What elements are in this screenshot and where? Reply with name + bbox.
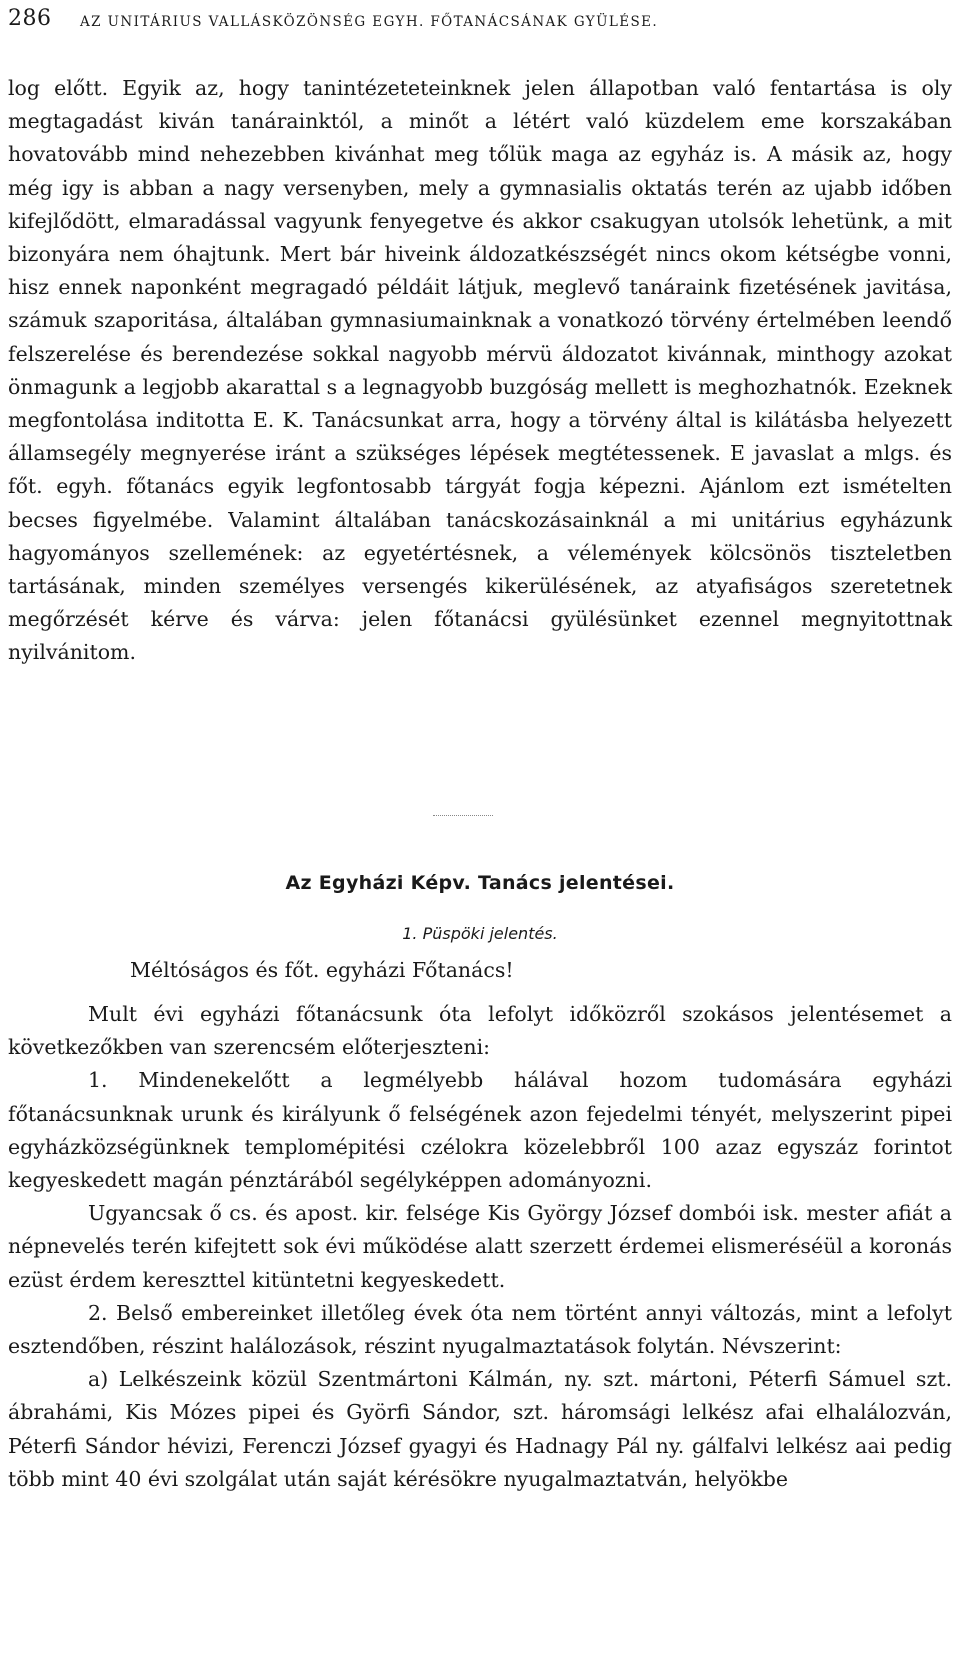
paragraph: 1. Mindenekelőtt a legmélyebb hálával hozom tudomására egyházi főtanácsunknak urunk és királyunk ő felségének azon fejedelmi tényét, melyszerint pipei egyházközségünknek templomépitési czélokra közelebbről 100 azaz egyszáz forintot kegyeskedett magán pénztárából segélyképpen adományozni. [8,1068,952,1193]
report-text [8,998,952,1496]
section-subheading: 1. Püspöki jelentés. [402,924,558,943]
running-title: AZ UNITÁRIUS VALLÁSKÖZÖNSÉG EGYH. FŐTANÁCSÁNAK GYÜLÉSE. [80,14,659,30]
document-page [8,0,952,1655]
paragraph: Ugyancsak ő cs. és apost. kir. felsége Kis György József dombói isk. mester afiát a népnevelés terén kifejtett sok évi működése alatt szerzett érdemei elismeréséül a koronás ezüst érdem kereszttel kitüntetni kegyeskedett. [8,1201,952,1292]
paragraph: log előtt. Egyik az, hogy tanintézeteteinknek jelen állapotban való fentartása is oly megtagadást kiván tanárainktól, a minőt a létért való küzdelem eme korszakában hovatovább mind nehezebben kivánhat meg tőlük maga az egyház is. A másik az, hogy még igy is abban a nagy versenyben, mely a gymnasialis oktatás terén az ujabb időben kifejlődött, elmaradással vagyunk fenyegetve és akkor csakugyan utolsók lehetünk, a mit bizonyára nem óhajtunk. Mert bár hiveink áldozatkészségét nincs okom kétségbe vonni, hisz ennek naponként megragadó példáit látjuk, meglevő tanáraink fizetésének javitása, számuk szaporitása, általában gymnasiumainknak a vonatkozó törvény értelmében leendő felszerelése és berendezése sokkal nagyobb mérvü áldozatot kivánnak, minthogy azokat önmagunk a legjobb akarattal s a legnagyobb buzgóság mellett is meghozhatnók. Ezeknek megfontolása inditotta E. K. Tanácsunkat arra, hogy a törvény által is kilátásba helyezett államsegély megnyerése iránt a szükséges lépések megtétessenek. E javaslat a mlgs. és főt. egyh. főtanács egyik legfontosabb tárgyát fogja képezni. Ajánlom ezt ismételten becses figyelmébe. Valamint általában tanácskozásainknál a mi unitárius egyházunk hagyományos szellemének: az egyetértésnek, a vélemények kölcsönös tiszteletben tartásának, minden személyes versengés kikerülésének, az atyafiságos szeretetnek megőrzését kérve és várva: jelen főtanácsi gyülésünket ezennel megnyitottnak nyilvánitom. [8,76,952,665]
running-head [8,6,952,40]
paragraph: 2. Belső embereinket illetőleg évek óta nem történt annyi változás, mint a lefolyt esztendőben, részint halálozások, részint nyugalmaztatások folytán. Névszerint: [8,1300,952,1359]
paragraph: Mult évi egyházi főtanácsunk óta lefolyt időközről szokásos jelentésemet a következőkben van szerencsém előterjeszteni: [8,1002,952,1060]
page-number: 286 [8,6,52,31]
section-heading: Az Egyházi Képv. Tanács jelentései. [285,872,675,894]
opening-text [8,72,952,670]
salutation: Méltóságos és főt. egyházi Főtanács! [130,958,514,982]
paragraph: a) Lelkészeink közül Szentmártoni Kálmán, ny. szt. mártoni, Péterfi Sámuel szt. ábrahámi, Kis Mózes pipei és Györfi Sándor, szt. háromsági lelkész afai elhalálozván, Péterfi Sándor hévizi, Ferenczi József gyagyi és Hadnagy Pál ny. gálfalvi lelkész aai pedig több mint 40 évi szolgálat után saját kérésökre nyugalmaztatván, helyökbe [8,1367,952,1491]
section-divider [433,815,493,818]
